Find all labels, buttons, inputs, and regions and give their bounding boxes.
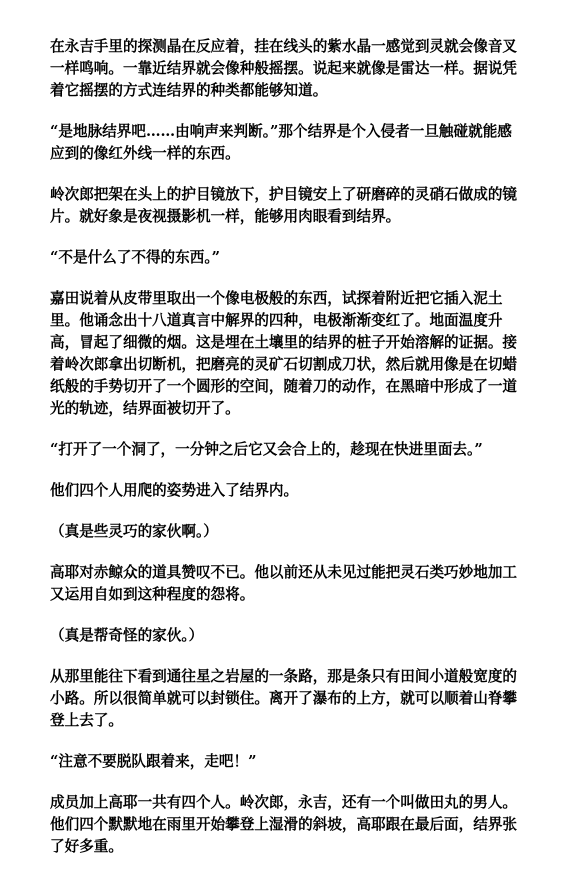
paragraph-6: “打开了一个洞了，一分钟之后它又会合上的，趁现在快进里面去。” [50,441,483,458]
paragraph-11: 从那里能往下看到通往星之岩屋的一条路，那是条只有田间小道般宽度的小路。所以很简单就可以封锁住。离开了瀑布的上方，就可以顺着山脊攀登上去了。 [50,668,518,729]
paragraph-3: 岭次郎把架在头上的护目镜放下，护目镜安上了研磨碎的灵硝石做成的镜片。就好象是夜视摄影机一样，能够用肉眼看到结界。 [50,186,518,225]
paragraph-7: 他们四个人用爬的姿势进入了结界内。 [50,482,299,499]
paragraph-13: 成员加上高耶一共有四个人。岭次郎，永吉，还有一个叫做田丸的男人。他们四个默默地在雨里开始攀登上湿滑的斜坡，高耶跟在最后面，结界张了好多重。 [50,794,518,855]
paragraph-5: 嘉田说着从皮带里取出一个像电极般的东西，试探着附近把它插入泥土里。他诵念出十八道真言中解界的四种，电极渐渐变红了。地面温度升高，冒起了细微的烟。这是埋在土壤里的结界的桩子开始溶解的证据。接着岭次郎拿出切断机，把磨亮的灵矿石切割成刀状，然后就用像是在切蜡纸般的手势切开了一个圆形的空间，随着刀的动作，在黑暗中形成了一道光的轨迹，结界面被切开了。 [50,290,518,417]
paragraph-2: “是地脉结界吧……由响声来判断。”那个结界是个入侵者一旦触碰就能感应到的像红外线一样的东西。 [50,123,512,162]
paragraph-12: “注意不要脱队跟着来，走吧！” [50,753,257,770]
paragraph-9: 高耶对赤鲸众的道具赞叹不已。他以前还从未见过能把灵石类巧妙地加工又运用自如到这种程度的怨将。 [50,564,518,603]
paragraph-4: “不是什么了不得的东西。” [50,249,221,266]
document-page [50,36,525,877]
paragraph-1: 在永吉手里的探测晶在反应着，挂在线头的紫水晶一感觉到灵就会像音叉一样鸣响。一靠近结界就会像种般摇摆。说起来就像是雷达一样。据说凭着它摇摆的方式连结界的种类都能够知道。 [50,38,518,99]
paragraph-8: （真是些灵巧的家伙啊。） [50,523,218,540]
paragraph-10: （真是帮奇怪的家伙。） [50,627,204,644]
